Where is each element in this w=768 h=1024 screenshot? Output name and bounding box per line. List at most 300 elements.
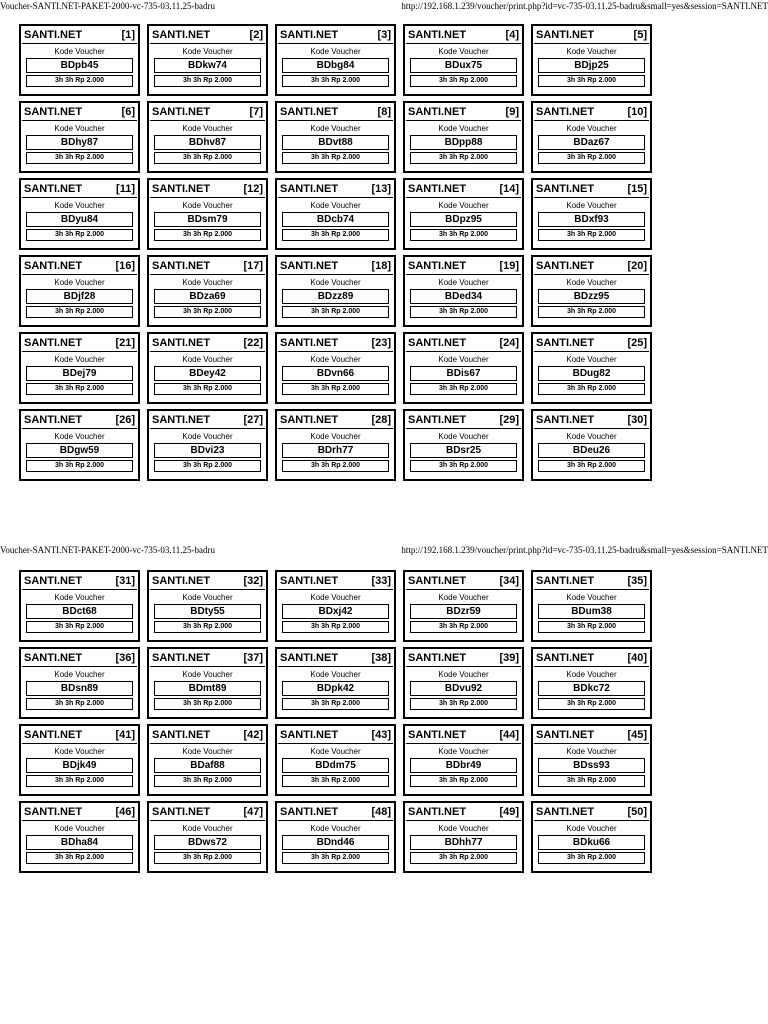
voucher-price: 3h 3h Rp 2.000 [538, 152, 645, 164]
voucher-header [22, 650, 137, 667]
voucher-brand: SANTI.NET [152, 414, 211, 426]
voucher-code: BDyu84 [26, 212, 133, 227]
voucher-price: 3h 3h Rp 2.000 [410, 621, 517, 633]
voucher-code-label: Kode Voucher [566, 432, 617, 441]
voucher-code: BDws72 [154, 835, 261, 850]
voucher-code: BDhy87 [26, 135, 133, 150]
voucher-code-label: Kode Voucher [310, 670, 361, 679]
voucher-number: [15] [627, 183, 647, 195]
voucher-code-label: Kode Voucher [438, 824, 489, 833]
voucher-number: [47] [243, 806, 263, 818]
voucher-number: [1] [121, 29, 135, 41]
voucher-brand: SANTI.NET [280, 337, 339, 349]
voucher-price: 3h 3h Rp 2.000 [26, 383, 133, 395]
voucher-brand: SANTI.NET [152, 806, 211, 818]
voucher-price: 3h 3h Rp 2.000 [154, 229, 261, 241]
voucher-card [19, 255, 140, 327]
voucher-card [531, 647, 652, 719]
voucher-card [403, 178, 524, 250]
voucher-number: [24] [499, 337, 519, 349]
voucher-card [403, 255, 524, 327]
voucher-price: 3h 3h Rp 2.000 [154, 152, 261, 164]
voucher-code: BDct68 [26, 604, 133, 619]
voucher-header [278, 412, 393, 429]
voucher-code-label: Kode Voucher [182, 432, 233, 441]
voucher-brand: SANTI.NET [408, 106, 467, 118]
voucher-number: [17] [243, 260, 263, 272]
voucher-brand: SANTI.NET [280, 106, 339, 118]
voucher-header [406, 258, 521, 275]
voucher-code: BDmt89 [154, 681, 261, 696]
voucher-brand: SANTI.NET [152, 260, 211, 272]
voucher-code: BDjf28 [26, 289, 133, 304]
voucher-code-label: Kode Voucher [566, 201, 617, 210]
voucher-code-label: Kode Voucher [54, 593, 105, 602]
voucher-number: [13] [371, 183, 391, 195]
voucher-price: 3h 3h Rp 2.000 [154, 852, 261, 864]
voucher-code: BDpp88 [410, 135, 517, 150]
voucher-code: BDkw74 [154, 58, 261, 73]
voucher-code-label: Kode Voucher [182, 355, 233, 364]
voucher-header [22, 27, 137, 44]
voucher-price: 3h 3h Rp 2.000 [154, 306, 261, 318]
voucher-price: 3h 3h Rp 2.000 [538, 852, 645, 864]
voucher-code-label: Kode Voucher [54, 47, 105, 56]
voucher-header [534, 573, 649, 590]
voucher-code: BDbg84 [282, 58, 389, 73]
voucher-number: [38] [371, 652, 391, 664]
voucher-code: BDbr49 [410, 758, 517, 773]
voucher-price: 3h 3h Rp 2.000 [154, 621, 261, 633]
voucher-code: BDey42 [154, 366, 261, 381]
voucher-number: [30] [627, 414, 647, 426]
voucher-code-label: Kode Voucher [566, 593, 617, 602]
voucher-price: 3h 3h Rp 2.000 [410, 75, 517, 87]
voucher-card [531, 24, 652, 96]
voucher-code-label: Kode Voucher [54, 201, 105, 210]
voucher-price: 3h 3h Rp 2.000 [538, 306, 645, 318]
voucher-card [531, 570, 652, 642]
voucher-price: 3h 3h Rp 2.000 [538, 75, 645, 87]
voucher-price: 3h 3h Rp 2.000 [282, 698, 389, 710]
voucher-brand: SANTI.NET [536, 29, 595, 41]
voucher-card [147, 801, 268, 873]
voucher-code-label: Kode Voucher [182, 124, 233, 133]
voucher-card [275, 801, 396, 873]
voucher-code: BDgw59 [26, 443, 133, 458]
voucher-brand: SANTI.NET [24, 106, 83, 118]
voucher-code: BDzz95 [538, 289, 645, 304]
voucher-code: BDrh77 [282, 443, 389, 458]
voucher-price: 3h 3h Rp 2.000 [282, 229, 389, 241]
voucher-code-label: Kode Voucher [566, 47, 617, 56]
voucher-code-label: Kode Voucher [182, 747, 233, 756]
voucher-number: [7] [249, 106, 263, 118]
voucher-header [22, 412, 137, 429]
voucher-code: BDaf88 [154, 758, 261, 773]
voucher-brand: SANTI.NET [24, 337, 83, 349]
voucher-code-label: Kode Voucher [54, 747, 105, 756]
voucher-card [19, 101, 140, 173]
voucher-header [406, 335, 521, 352]
voucher-code: BDzr59 [410, 604, 517, 619]
voucher-price: 3h 3h Rp 2.000 [410, 698, 517, 710]
voucher-code: BDty55 [154, 604, 261, 619]
voucher-header [406, 104, 521, 121]
voucher-brand: SANTI.NET [24, 806, 83, 818]
voucher-card [403, 24, 524, 96]
voucher-price: 3h 3h Rp 2.000 [538, 460, 645, 472]
voucher-price: 3h 3h Rp 2.000 [538, 698, 645, 710]
voucher-card [531, 724, 652, 796]
voucher-code: BDku66 [538, 835, 645, 850]
voucher-brand: SANTI.NET [152, 729, 211, 741]
voucher-brand: SANTI.NET [536, 337, 595, 349]
voucher-card [19, 178, 140, 250]
voucher-header [278, 104, 393, 121]
voucher-code: BDux75 [410, 58, 517, 73]
voucher-price: 3h 3h Rp 2.000 [282, 852, 389, 864]
voucher-brand: SANTI.NET [408, 806, 467, 818]
voucher-card [147, 101, 268, 173]
voucher-price: 3h 3h Rp 2.000 [26, 306, 133, 318]
voucher-number: [32] [243, 575, 263, 587]
voucher-code-label: Kode Voucher [310, 278, 361, 287]
voucher-number: [41] [115, 729, 135, 741]
voucher-code-label: Kode Voucher [310, 824, 361, 833]
voucher-number: [18] [371, 260, 391, 272]
voucher-header [534, 104, 649, 121]
voucher-code: BDhv87 [154, 135, 261, 150]
voucher-code-label: Kode Voucher [54, 824, 105, 833]
voucher-header [150, 573, 265, 590]
voucher-header [534, 804, 649, 821]
voucher-price: 3h 3h Rp 2.000 [410, 229, 517, 241]
voucher-code-label: Kode Voucher [310, 355, 361, 364]
voucher-card [147, 255, 268, 327]
voucher-price: 3h 3h Rp 2.000 [26, 698, 133, 710]
voucher-brand: SANTI.NET [24, 183, 83, 195]
voucher-code: BDum38 [538, 604, 645, 619]
voucher-code-label: Kode Voucher [566, 670, 617, 679]
voucher-number: [44] [499, 729, 519, 741]
voucher-code-label: Kode Voucher [438, 593, 489, 602]
voucher-code: BDsr25 [410, 443, 517, 458]
voucher-brand: SANTI.NET [280, 806, 339, 818]
voucher-code-label: Kode Voucher [438, 201, 489, 210]
voucher-header [534, 181, 649, 198]
voucher-code-label: Kode Voucher [182, 824, 233, 833]
voucher-brand: SANTI.NET [408, 729, 467, 741]
voucher-number: [22] [243, 337, 263, 349]
voucher-number: [27] [243, 414, 263, 426]
voucher-brand: SANTI.NET [536, 575, 595, 587]
voucher-card [19, 647, 140, 719]
voucher-code-label: Kode Voucher [438, 670, 489, 679]
voucher-code: BDej79 [26, 366, 133, 381]
voucher-code: BDss93 [538, 758, 645, 773]
voucher-number: [26] [115, 414, 135, 426]
voucher-code: BDpz95 [410, 212, 517, 227]
voucher-header [406, 27, 521, 44]
voucher-number: [37] [243, 652, 263, 664]
voucher-brand: SANTI.NET [152, 29, 211, 41]
voucher-number: [16] [115, 260, 135, 272]
voucher-header [150, 181, 265, 198]
voucher-header [534, 258, 649, 275]
voucher-number: [20] [627, 260, 647, 272]
voucher-card [403, 801, 524, 873]
voucher-brand: SANTI.NET [536, 414, 595, 426]
voucher-code-label: Kode Voucher [310, 432, 361, 441]
voucher-price: 3h 3h Rp 2.000 [26, 152, 133, 164]
voucher-code: BDvi23 [154, 443, 261, 458]
voucher-brand: SANTI.NET [536, 106, 595, 118]
voucher-price: 3h 3h Rp 2.000 [154, 383, 261, 395]
voucher-number: [46] [115, 806, 135, 818]
voucher-brand: SANTI.NET [408, 183, 467, 195]
voucher-card [147, 724, 268, 796]
voucher-brand: SANTI.NET [408, 575, 467, 587]
voucher-card [147, 570, 268, 642]
voucher-number: [49] [499, 806, 519, 818]
voucher-brand: SANTI.NET [280, 729, 339, 741]
voucher-price: 3h 3h Rp 2.000 [282, 383, 389, 395]
voucher-code-label: Kode Voucher [54, 355, 105, 364]
voucher-card [19, 24, 140, 96]
voucher-header [22, 804, 137, 821]
voucher-code-label: Kode Voucher [310, 47, 361, 56]
voucher-card [531, 178, 652, 250]
voucher-header [278, 258, 393, 275]
voucher-price: 3h 3h Rp 2.000 [538, 621, 645, 633]
voucher-brand: SANTI.NET [536, 729, 595, 741]
voucher-code-label: Kode Voucher [566, 278, 617, 287]
voucher-card [403, 647, 524, 719]
voucher-price: 3h 3h Rp 2.000 [26, 75, 133, 87]
voucher-code: BDed34 [410, 289, 517, 304]
voucher-price: 3h 3h Rp 2.000 [154, 698, 261, 710]
voucher-card [403, 724, 524, 796]
voucher-price: 3h 3h Rp 2.000 [26, 775, 133, 787]
voucher-header [278, 727, 393, 744]
voucher-number: [3] [377, 29, 391, 41]
voucher-header [278, 650, 393, 667]
voucher-code-label: Kode Voucher [438, 432, 489, 441]
voucher-header [278, 573, 393, 590]
voucher-card [275, 647, 396, 719]
voucher-card [275, 101, 396, 173]
voucher-number: [12] [243, 183, 263, 195]
voucher-price: 3h 3h Rp 2.000 [26, 852, 133, 864]
voucher-code-label: Kode Voucher [310, 593, 361, 602]
voucher-header [150, 335, 265, 352]
voucher-header [534, 335, 649, 352]
voucher-card [147, 409, 268, 481]
print-header-url: http://192.168.1.239/voucher/print.php?id=vc-735-03.11.25-badru&small=yes&session=SANTI.NET [401, 545, 768, 555]
voucher-brand: SANTI.NET [408, 260, 467, 272]
voucher-code-label: Kode Voucher [438, 47, 489, 56]
voucher-card [19, 332, 140, 404]
voucher-code: BDxj42 [282, 604, 389, 619]
voucher-code-label: Kode Voucher [182, 201, 233, 210]
voucher-header [534, 412, 649, 429]
voucher-card [147, 332, 268, 404]
voucher-code: BDpk42 [282, 681, 389, 696]
voucher-brand: SANTI.NET [280, 183, 339, 195]
voucher-number: [2] [249, 29, 263, 41]
voucher-number: [28] [371, 414, 391, 426]
voucher-brand: SANTI.NET [24, 414, 83, 426]
voucher-price: 3h 3h Rp 2.000 [26, 229, 133, 241]
voucher-header [406, 727, 521, 744]
voucher-number: [23] [371, 337, 391, 349]
voucher-number: [21] [115, 337, 135, 349]
voucher-brand: SANTI.NET [280, 414, 339, 426]
voucher-card [275, 24, 396, 96]
voucher-code: BDxf93 [538, 212, 645, 227]
voucher-header [150, 258, 265, 275]
voucher-code: BDhh77 [410, 835, 517, 850]
voucher-price: 3h 3h Rp 2.000 [154, 775, 261, 787]
print-header-title: Voucher-SANTI.NET-PAKET-2000-vc-735-03.11.25-badru [0, 1, 216, 11]
voucher-code-label: Kode Voucher [438, 124, 489, 133]
voucher-code-label: Kode Voucher [182, 278, 233, 287]
voucher-brand: SANTI.NET [152, 575, 211, 587]
voucher-number: [11] [116, 183, 135, 195]
print-header-url: http://192.168.1.239/voucher/print.php?id=vc-735-03.11.25-badru&small=yes&session=SANTI.NET [401, 1, 768, 11]
voucher-number: [36] [115, 652, 135, 664]
voucher-code: BDha84 [26, 835, 133, 850]
voucher-code-label: Kode Voucher [54, 124, 105, 133]
voucher-header [406, 412, 521, 429]
voucher-card [531, 409, 652, 481]
voucher-price: 3h 3h Rp 2.000 [410, 306, 517, 318]
voucher-brand: SANTI.NET [24, 29, 83, 41]
voucher-header [406, 181, 521, 198]
voucher-card [531, 101, 652, 173]
voucher-price: 3h 3h Rp 2.000 [282, 775, 389, 787]
voucher-code-label: Kode Voucher [310, 747, 361, 756]
voucher-card [403, 570, 524, 642]
voucher-brand: SANTI.NET [24, 729, 83, 741]
voucher-price: 3h 3h Rp 2.000 [538, 383, 645, 395]
voucher-code: BDsn89 [26, 681, 133, 696]
voucher-number: [25] [627, 337, 647, 349]
voucher-code: BDvt88 [282, 135, 389, 150]
voucher-card [275, 255, 396, 327]
voucher-card [403, 101, 524, 173]
voucher-code: BDis67 [410, 366, 517, 381]
voucher-price: 3h 3h Rp 2.000 [282, 152, 389, 164]
voucher-brand: SANTI.NET [152, 337, 211, 349]
voucher-brand: SANTI.NET [536, 652, 595, 664]
voucher-brand: SANTI.NET [24, 652, 83, 664]
voucher-header [406, 650, 521, 667]
voucher-code-label: Kode Voucher [566, 824, 617, 833]
voucher-price: 3h 3h Rp 2.000 [282, 306, 389, 318]
voucher-brand: SANTI.NET [24, 260, 83, 272]
voucher-brand: SANTI.NET [408, 414, 467, 426]
voucher-card [275, 409, 396, 481]
voucher-code-label: Kode Voucher [310, 201, 361, 210]
voucher-code: BDza69 [154, 289, 261, 304]
voucher-number: [4] [505, 29, 519, 41]
voucher-card [531, 332, 652, 404]
voucher-number: [29] [499, 414, 519, 426]
voucher-header [278, 804, 393, 821]
voucher-code-label: Kode Voucher [438, 747, 489, 756]
voucher-code: BDvu92 [410, 681, 517, 696]
voucher-code-label: Kode Voucher [182, 593, 233, 602]
voucher-code: BDcb74 [282, 212, 389, 227]
voucher-brand: SANTI.NET [280, 652, 339, 664]
voucher-brand: SANTI.NET [280, 260, 339, 272]
voucher-card [19, 409, 140, 481]
voucher-card [19, 570, 140, 642]
voucher-header [22, 181, 137, 198]
voucher-code: BDvn66 [282, 366, 389, 381]
print-header-title: Voucher-SANTI.NET-PAKET-2000-vc-735-03.11.25-badru [0, 545, 216, 555]
voucher-brand: SANTI.NET [152, 183, 211, 195]
voucher-card [531, 801, 652, 873]
voucher-number: [48] [371, 806, 391, 818]
voucher-header [150, 804, 265, 821]
voucher-header [150, 650, 265, 667]
voucher-header [534, 727, 649, 744]
voucher-price: 3h 3h Rp 2.000 [26, 621, 133, 633]
voucher-code-label: Kode Voucher [438, 355, 489, 364]
voucher-number: [50] [627, 806, 647, 818]
voucher-code: BDnd46 [282, 835, 389, 850]
voucher-code-label: Kode Voucher [566, 124, 617, 133]
voucher-header [22, 104, 137, 121]
voucher-number: [40] [627, 652, 647, 664]
voucher-header [534, 27, 649, 44]
voucher-price: 3h 3h Rp 2.000 [154, 75, 261, 87]
voucher-price: 3h 3h Rp 2.000 [410, 383, 517, 395]
voucher-price: 3h 3h Rp 2.000 [410, 775, 517, 787]
voucher-header [278, 181, 393, 198]
voucher-brand: SANTI.NET [280, 29, 339, 41]
voucher-number: [6] [121, 106, 135, 118]
voucher-price: 3h 3h Rp 2.000 [410, 852, 517, 864]
voucher-number: [5] [633, 29, 647, 41]
voucher-card [403, 409, 524, 481]
voucher-code: BDeu26 [538, 443, 645, 458]
voucher-number: [31] [115, 575, 135, 587]
voucher-code: BDaz67 [538, 135, 645, 150]
voucher-price: 3h 3h Rp 2.000 [26, 460, 133, 472]
voucher-price: 3h 3h Rp 2.000 [538, 229, 645, 241]
voucher-header [150, 727, 265, 744]
voucher-code-label: Kode Voucher [182, 47, 233, 56]
voucher-price: 3h 3h Rp 2.000 [538, 775, 645, 787]
voucher-price: 3h 3h Rp 2.000 [410, 152, 517, 164]
voucher-brand: SANTI.NET [408, 29, 467, 41]
voucher-header [534, 650, 649, 667]
voucher-code: BDzz89 [282, 289, 389, 304]
voucher-price: 3h 3h Rp 2.000 [282, 460, 389, 472]
voucher-code: BDsm79 [154, 212, 261, 227]
voucher-price: 3h 3h Rp 2.000 [154, 460, 261, 472]
voucher-code: BDdm75 [282, 758, 389, 773]
voucher-brand: SANTI.NET [280, 575, 339, 587]
voucher-code-label: Kode Voucher [54, 278, 105, 287]
voucher-number: [10] [627, 106, 647, 118]
voucher-header [150, 104, 265, 121]
voucher-code: BDjk49 [26, 758, 133, 773]
